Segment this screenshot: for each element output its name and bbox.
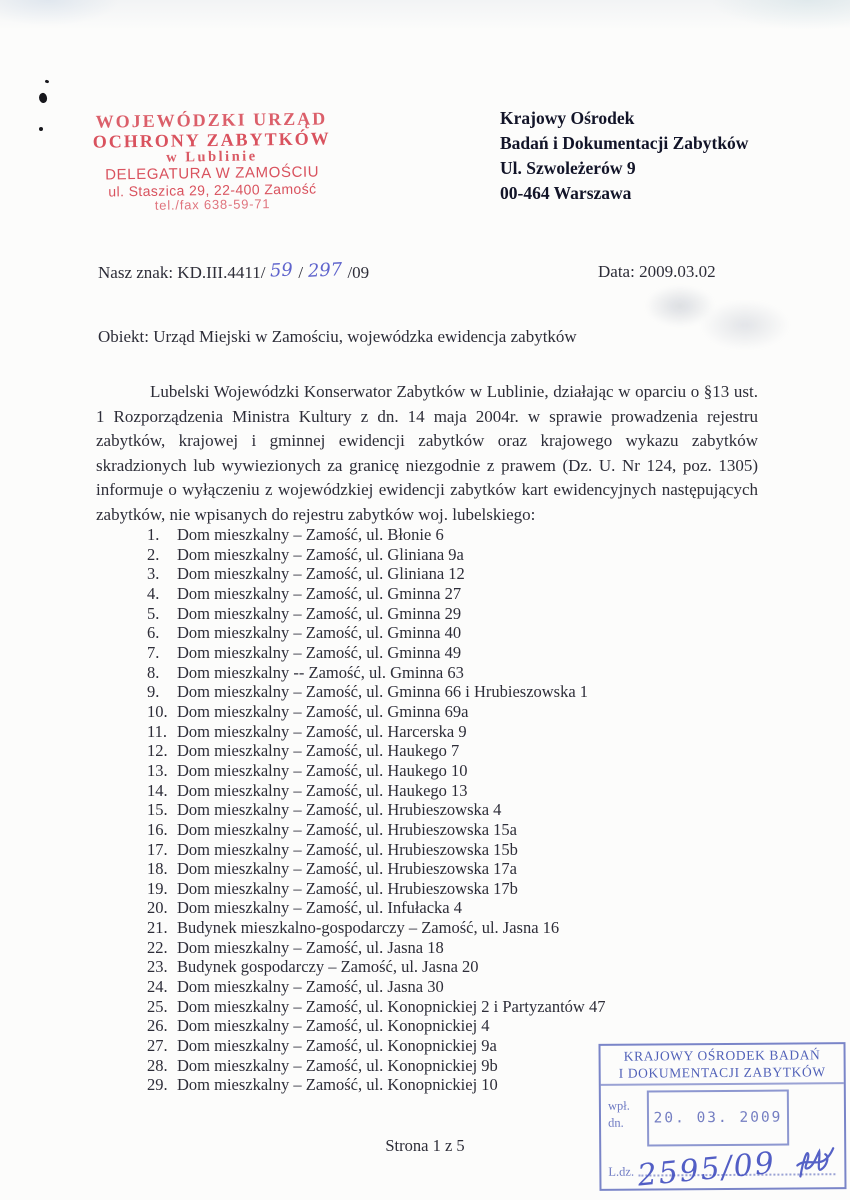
list-item-text: Dom mieszkalny – Zamość, ul. Gliniana 9a — [177, 544, 464, 564]
sender-stamp-line: w Lublinie — [166, 148, 258, 166]
list-item — [147, 564, 605, 584]
reference-line — [98, 259, 370, 283]
handwritten-number-2: 297 — [307, 259, 343, 282]
list-item — [147, 741, 605, 761]
list-item-text: Dom mieszkalny – Zamość, ul. Konopnickiej 2 i Partyzantów 47 — [177, 996, 606, 1016]
recipient-line: 00-464 Warszawa — [500, 183, 632, 203]
received-label-line: wpł. — [607, 1098, 630, 1113]
list-item-number: 4. — [147, 583, 160, 603]
body-paragraph: Lubelski Wojewódzki Konserwator Zabytków w Lublinie, działając w oparciu o §13 ust. 1 Rozporządzenia Ministra Kultury z dn. 14 maja 2004r. w sprawie prowadzenia rejestru zabytków, krajowej i gminnej ewidencji zabytków oraz krajowego wykazu zabytków skradzionych lub wywiezionych za granicę niezgodnie z prawem (Dz. U. Nr 124, poz. 1305) informuje o wyłączeniu z wojewódzkiej ewidencji zabytków kart ewidencyjnych następujących zabytków, nie wpisanych do rejestru zabytków woj. lubelskiego: — [96, 382, 758, 524]
list-item — [147, 623, 605, 643]
list-item-number: 15. — [147, 800, 168, 820]
date-line: Data: 2009.03.02 — [598, 262, 716, 281]
list-item-text: Dom mieszkalny – Zamość, ul. Gminna 29 — [177, 603, 462, 623]
sender-stamp-line: WOJEWÓDZKI URZĄD — [95, 108, 328, 132]
list-item-number: 13. — [147, 760, 168, 780]
list-item-text: Dom mieszkalny – Zamość, ul. Konopnickiej 9a — [177, 1036, 497, 1056]
list-item-number: 5. — [147, 603, 160, 623]
list-item-number: 11. — [147, 721, 168, 741]
list-item-text: Budynek mieszkalno-gospodarczy – Zamość, ul. Jasna 16 — [177, 918, 560, 938]
list-item — [147, 859, 605, 879]
list-item — [147, 997, 605, 1017]
list-item-number: 14. — [147, 780, 168, 800]
list-item-text: Dom mieszkalny – Zamość, ul. Gminna 66 i Hrubieszowska 1 — [177, 682, 589, 702]
list-item-number: 24. — [147, 977, 168, 997]
list-item-text: Dom mieszkalny – Zamość, ul. Hrubieszowska 17a — [177, 859, 518, 879]
reference-prefix: Nasz znak: KD.III.4411/ — [98, 263, 266, 282]
handwritten-number-1: 59 — [269, 259, 294, 282]
subject-line: Obiekt: Urząd Miejski w Zamościu, wojewódzka ewidencja zabytków — [98, 327, 577, 346]
list-item-number: 20. — [147, 898, 168, 918]
list-item-text: Dom mieszkalny – Zamość, ul. Gminna 49 — [177, 642, 462, 662]
list-item-text: Dom mieszkalny – Zamość, ul. Konopnickiej 9b — [177, 1055, 498, 1075]
list-item-number: 27. — [147, 1036, 168, 1056]
list-item-number: 7. — [147, 642, 160, 662]
list-item — [147, 643, 605, 663]
list-item — [147, 525, 605, 545]
scan-artifact-corner-left — [0, 0, 120, 26]
list-item-text: Dom mieszkalny – Zamość, ul. Konopnickiej 4 — [177, 1016, 490, 1036]
list-item — [147, 604, 605, 624]
monument-list — [147, 525, 605, 1095]
sender-stamp-line: ul. Staszica 29, 22-400 Zamość — [108, 180, 317, 200]
list-item — [147, 761, 605, 781]
list-item-text: Dom mieszkalny – Zamość, ul. Hrubieszowska 17b — [177, 878, 518, 898]
sender-stamp — [91, 108, 332, 213]
list-item — [147, 722, 605, 742]
receipt-stamp-title — [601, 1044, 844, 1086]
list-item-text: Dom mieszkalny – Zamość, ul. Gminna 27 — [177, 583, 462, 603]
list-item-text: Dom mieszkalny – Zamość, ul. Haukego 7 — [177, 741, 460, 761]
ink-speck — [38, 92, 49, 104]
list-item-text: Dom mieszkalny – Zamość, ul. Haukego 10 — [177, 760, 468, 780]
list-item-number: 29. — [147, 1075, 168, 1095]
list-item-number: 22. — [147, 937, 168, 957]
list-item — [147, 918, 605, 938]
date-received-stamp: 20. 03. 2009 — [653, 1109, 783, 1127]
list-item-text: Dom mieszkalny – Zamość, ul. Konopnickiej 10 — [177, 1075, 498, 1095]
ink-speck — [39, 127, 43, 131]
list-item — [147, 1016, 605, 1036]
list-item — [147, 977, 605, 997]
list-item — [147, 800, 605, 820]
list-item-number: 18. — [147, 859, 168, 879]
list-item — [147, 898, 605, 918]
recipient-line: Krajowy Ośrodek — [500, 108, 635, 128]
receipt-stamp-title-line: KRAJOWY OŚRODEK BADAŃ — [623, 1047, 821, 1064]
list-item-text: Dom mieszkalny – Zamość, ul. Gminna 40 — [177, 623, 462, 643]
list-item-number: 19. — [147, 878, 168, 898]
list-item-number: 16. — [147, 819, 168, 839]
list-item-text: Dom mieszkalny -- Zamość, ul. Gminna 63 — [177, 662, 464, 682]
sender-stamp-line: tel./fax 638-59-71 — [154, 196, 271, 213]
reference-suffix: /09 — [347, 263, 370, 282]
list-item — [147, 682, 605, 702]
list-item-number: 12. — [147, 741, 168, 761]
list-item — [147, 584, 605, 604]
receipt-stamp — [598, 1042, 846, 1194]
list-item — [147, 545, 605, 565]
list-item-number: 10. — [147, 701, 168, 721]
list-item-text: Budynek gospodarczy – Zamość, ul. Jasna 20 — [177, 957, 479, 977]
list-item-text: Dom mieszkalny – Zamość, ul. Jasna 18 — [177, 937, 444, 957]
receipt-stamp-title-line: I DOKUMENTACJI ZABYTKÓW — [618, 1063, 826, 1081]
list-item-text: Dom mieszkalny – Zamość, ul. Hrubieszowska 15b — [177, 839, 518, 859]
list-item-number: 9. — [147, 682, 160, 702]
list-item — [147, 957, 605, 977]
list-item — [147, 1036, 605, 1056]
list-item — [147, 702, 605, 722]
list-item-text: Dom mieszkalny – Zamość, ul. Hrubieszowska 4 — [177, 800, 502, 820]
list-item-number: 25. — [147, 996, 168, 1016]
recipient-address — [500, 106, 748, 206]
ldz-label: L.dz. — [608, 1164, 635, 1179]
list-item-text: Dom mieszkalny – Zamość, ul. Haukego 13 — [177, 780, 468, 800]
list-item — [147, 840, 605, 860]
list-item-text: Dom mieszkalny – Zamość, ul. Gminna 69a — [177, 701, 469, 721]
list-item-number: 28. — [147, 1055, 168, 1075]
list-item-number: 21. — [147, 918, 168, 938]
list-item-number: 17. — [147, 839, 168, 859]
received-label — [608, 1098, 630, 1132]
list-item — [147, 938, 605, 958]
list-item — [147, 781, 605, 801]
list-item-text: Dom mieszkalny – Zamość, ul. Hrubieszowska 15a — [177, 819, 518, 839]
received-label-line: dn. — [607, 1115, 624, 1130]
recipient-line: Badań i Dokumentacji Zabytków — [500, 133, 749, 153]
list-item-number: 26. — [147, 1016, 168, 1036]
list-item — [147, 1075, 605, 1095]
list-item-text: Dom mieszkalny – Zamość, ul. Infułacka 4 — [177, 898, 463, 918]
recipient-line: Ul. Szwoleżerów 9 — [500, 158, 636, 178]
list-item-number: 23. — [147, 957, 168, 977]
list-item-text: Dom mieszkalny – Zamość, ul. Jasna 30 — [177, 977, 444, 997]
handwritten-ldz-number: 2595/09 — [636, 1145, 778, 1194]
list-item-number: 6. — [147, 623, 160, 643]
list-item-number: 8. — [147, 662, 160, 682]
list-item-number: 1. — [147, 525, 160, 544]
list-item — [147, 1056, 605, 1076]
list-item-text: Dom mieszkalny – Zamość, ul. Gliniana 12 — [177, 564, 465, 584]
scan-artifact-corner-right — [710, 0, 850, 30]
list-item — [147, 820, 605, 840]
page-footer: Strona 1 z 5 — [385, 1136, 465, 1155]
sender-stamp-line: DELEGATURA W ZAMOŚCIU — [105, 163, 320, 184]
list-item — [147, 879, 605, 899]
list-item-text: Dom mieszkalny – Zamość, ul. Błonie 6 — [177, 525, 444, 544]
scan-smudge — [700, 300, 790, 350]
sender-stamp-line: OCHRONY ZABYTKÓW — [92, 128, 331, 152]
list-item — [147, 663, 605, 683]
list-item-text: Dom mieszkalny – Zamość, ul. Harcerska 9 — [177, 721, 467, 741]
reference-separator: / — [298, 263, 304, 282]
list-item-number: 2. — [147, 544, 160, 564]
ink-speck — [45, 79, 50, 83]
list-item-number: 3. — [147, 564, 160, 584]
